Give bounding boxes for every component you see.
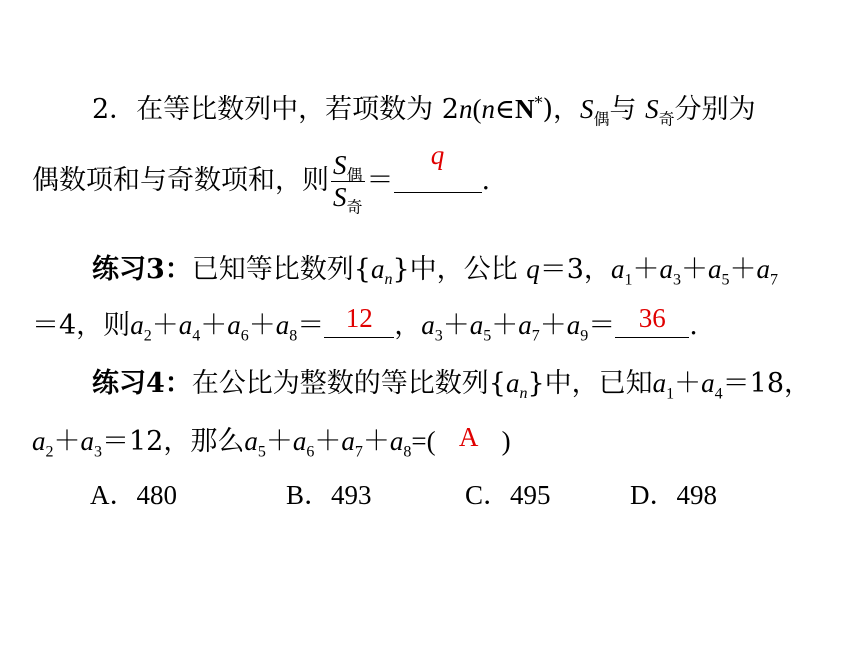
var-a: a bbox=[652, 368, 667, 398]
sequence-odd-terms bbox=[610, 254, 778, 289]
sub-8: 8 bbox=[403, 443, 412, 461]
sequence-even-terms bbox=[130, 310, 298, 345]
var-a: a bbox=[292, 426, 307, 456]
paren-close: )， bbox=[542, 94, 580, 125]
option-letter: D． bbox=[630, 480, 677, 510]
p3-text-b: }中，已知 bbox=[527, 368, 653, 399]
plus-sign: ＋ bbox=[442, 310, 470, 341]
star-superscript: * bbox=[534, 93, 543, 112]
p3-line-1 bbox=[92, 366, 811, 401]
element-of-symbol: ∈ bbox=[494, 94, 515, 125]
answer-A: A bbox=[458, 422, 479, 452]
fraction-S-even-over-S-odd bbox=[331, 150, 365, 217]
plus-sign: ＋ bbox=[265, 426, 293, 457]
frac-den-S: S bbox=[333, 182, 347, 212]
period: . bbox=[481, 165, 491, 196]
sub-7: 7 bbox=[354, 443, 363, 461]
option-letter: A． bbox=[90, 480, 137, 510]
frac-num-sub: 偶 bbox=[346, 165, 363, 185]
answer-36: 36 bbox=[638, 303, 666, 333]
plus-sign: ＋ bbox=[729, 254, 757, 285]
paren-close: ) bbox=[501, 426, 511, 456]
subscript-4: 4 bbox=[192, 327, 201, 345]
var-n: n bbox=[458, 94, 473, 124]
p1-line2-text: 偶数项和与奇数项和，则 bbox=[32, 165, 329, 196]
subscript-5: 5 bbox=[483, 327, 492, 345]
p3-line-2 bbox=[32, 424, 511, 459]
sub-n: n bbox=[519, 385, 528, 403]
var-a: a bbox=[370, 254, 385, 284]
sub-n: n bbox=[384, 271, 393, 289]
p3-text-d: ＝12，那么 bbox=[102, 426, 245, 457]
p3-text-a: 在公比为整数的等比数列{ bbox=[191, 368, 506, 399]
plus-sign: ＋ bbox=[151, 310, 179, 341]
equals-sign: ＝ bbox=[588, 310, 616, 341]
plus-sign: ＋ bbox=[674, 368, 702, 399]
var-a: a bbox=[707, 254, 722, 284]
subscript-8: 8 bbox=[289, 327, 298, 345]
sub-3: 3 bbox=[94, 443, 102, 461]
subscript-1: 1 bbox=[624, 271, 633, 289]
answer-blank-3 bbox=[615, 303, 689, 338]
sub-4: 4 bbox=[714, 385, 723, 403]
answer-blank-2 bbox=[324, 303, 394, 338]
text-and: 与 bbox=[609, 94, 646, 125]
plus-sign: ＋ bbox=[491, 310, 519, 341]
var-a: a bbox=[178, 310, 193, 340]
comma: ， bbox=[394, 310, 422, 341]
var-a: a bbox=[32, 426, 46, 456]
var-a: a bbox=[227, 310, 241, 340]
plus-sign: ＋ bbox=[314, 426, 342, 457]
p2-text-c: ＝3， bbox=[539, 254, 611, 285]
var-q: q bbox=[526, 254, 540, 284]
p3-text-c: ＝18， bbox=[722, 368, 812, 399]
option-value: 480 bbox=[136, 480, 177, 510]
var-S-even: S bbox=[580, 94, 594, 124]
var-a: a bbox=[610, 254, 625, 284]
sub-2: 2 bbox=[45, 443, 54, 461]
plus-sign: ＋ bbox=[680, 254, 708, 285]
var-a: a bbox=[130, 310, 144, 340]
exercise-3-label: 练习3： bbox=[92, 254, 192, 285]
p1-lead-text: 2．在等比数列中，若项数为 2 bbox=[92, 94, 459, 125]
subscript-7: 7 bbox=[769, 271, 778, 289]
p1-tail-text: 分别为 bbox=[674, 94, 756, 125]
var-a: a bbox=[244, 426, 258, 456]
option-letter: C． bbox=[465, 480, 511, 510]
period: . bbox=[689, 310, 698, 341]
option-a bbox=[90, 478, 177, 512]
equals-sign: ＝ bbox=[366, 165, 394, 196]
p2-line-1 bbox=[92, 252, 778, 287]
subscript-9: 9 bbox=[580, 327, 589, 345]
var-a: a bbox=[701, 368, 715, 398]
subscript-5: 5 bbox=[721, 271, 730, 289]
sub-even: 偶 bbox=[593, 109, 610, 129]
var-a: a bbox=[421, 310, 435, 340]
plus-sign: ＋ bbox=[362, 426, 390, 457]
subscript-7: 7 bbox=[531, 327, 540, 345]
plus-sign: ＋ bbox=[248, 310, 276, 341]
p1-line-2 bbox=[32, 140, 491, 217]
equals-sign: ＝ bbox=[297, 310, 325, 341]
subscript-6: 6 bbox=[240, 327, 249, 345]
natural-set-N: N bbox=[514, 94, 535, 124]
sub-odd: 奇 bbox=[658, 109, 675, 129]
plus-sign: ＋ bbox=[200, 310, 228, 341]
var-a: a bbox=[80, 426, 94, 456]
var-a: a bbox=[566, 310, 581, 340]
var-a: a bbox=[389, 426, 404, 456]
answer-12: 12 bbox=[345, 303, 373, 333]
subscript-3: 3 bbox=[672, 271, 681, 289]
plus-sign: ＋ bbox=[539, 310, 567, 341]
p2-text-a: 已知等比数列{ bbox=[191, 254, 371, 285]
var-a: a bbox=[518, 310, 532, 340]
p2-line2-lead: ＝4，则 bbox=[32, 310, 131, 341]
frac-num-S: S bbox=[333, 150, 347, 180]
answer-q: q bbox=[430, 140, 445, 170]
exercise-4-label: 练习4： bbox=[92, 368, 192, 399]
fraction-denominator bbox=[331, 182, 365, 217]
var-a: a bbox=[275, 310, 290, 340]
var-S-odd: S bbox=[645, 94, 659, 124]
frac-den-sub: 奇 bbox=[346, 197, 363, 217]
var-n: n bbox=[481, 94, 495, 124]
paren-open: =( bbox=[411, 426, 436, 456]
sub-6: 6 bbox=[306, 443, 315, 461]
subscript-3: 3 bbox=[434, 327, 443, 345]
plus-sign: ＋ bbox=[53, 426, 81, 457]
subscript-2: 2 bbox=[143, 327, 152, 345]
var-a: a bbox=[505, 368, 520, 398]
option-value: 493 bbox=[331, 480, 372, 510]
option-b bbox=[286, 478, 372, 512]
sub-5: 5 bbox=[257, 443, 266, 461]
plus-sign: ＋ bbox=[632, 254, 660, 285]
option-c bbox=[465, 478, 551, 512]
p2-line-2 bbox=[32, 303, 698, 345]
option-d bbox=[630, 478, 717, 512]
var-a: a bbox=[341, 426, 355, 456]
var-a: a bbox=[469, 310, 484, 340]
paren-open: ( bbox=[472, 94, 482, 124]
option-letter: B． bbox=[286, 480, 332, 510]
fraction-numerator bbox=[331, 150, 365, 185]
sub-1: 1 bbox=[666, 385, 675, 403]
option-value: 495 bbox=[510, 480, 551, 510]
option-value: 498 bbox=[676, 480, 717, 510]
var-a: a bbox=[659, 254, 673, 284]
var-a: a bbox=[756, 254, 770, 284]
p2-text-b: }中，公比 bbox=[392, 254, 527, 285]
sequence-shifted-terms bbox=[421, 310, 589, 345]
answer-blank-1 bbox=[394, 140, 482, 193]
